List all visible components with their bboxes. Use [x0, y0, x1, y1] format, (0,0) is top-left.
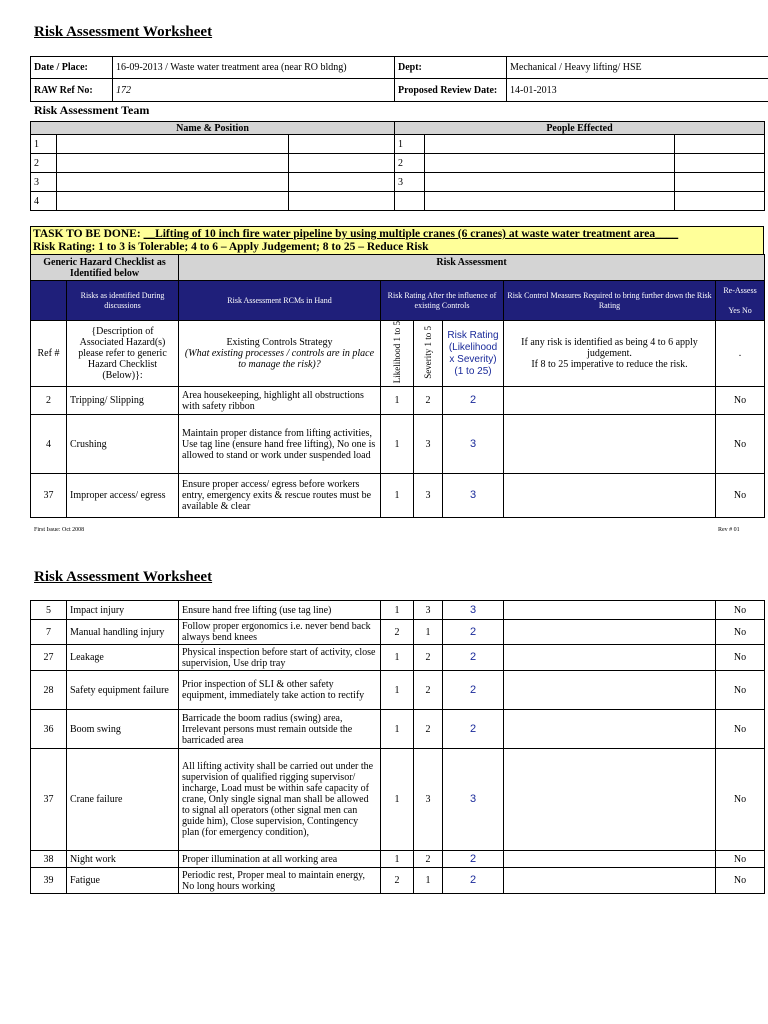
risk-rating-header: Risk Rating After the influence of existing Controls	[381, 281, 504, 321]
risk-assessment-table-continued	[30, 600, 765, 894]
row-likelihood: 1	[381, 415, 414, 474]
row-likelihood: 1	[381, 749, 414, 851]
row-likelihood: 1	[381, 671, 414, 710]
row-severity: 2	[414, 710, 443, 749]
row-severity: 3	[414, 601, 443, 620]
row-measure	[504, 415, 716, 474]
row-hazard: Improper access/ egress	[67, 474, 179, 518]
row-control: Physical inspection before start of activity, close supervision, Use drip tray	[179, 645, 381, 671]
footer-right: Rev # 01	[718, 527, 740, 533]
row-ref: 37	[31, 749, 67, 851]
row-ref: 7	[31, 620, 67, 645]
row-severity: 3	[414, 474, 443, 518]
team-right-number: 2	[395, 154, 425, 173]
footer-left: First Issue: Oct 2008	[34, 527, 85, 533]
row-severity: 2	[414, 387, 443, 415]
row-control: Proper illumination at all working area	[179, 851, 381, 868]
row-control: Area housekeeping, highlight all obstructions with safety ribbon	[179, 387, 381, 415]
raw-ref-value: 172	[113, 79, 395, 102]
table-row	[31, 851, 765, 868]
control-measures-header: Risk Control Measures Required to bring further down the Risk Rating	[504, 281, 716, 321]
ref-header: Ref #	[31, 321, 67, 387]
row-ref: 2	[31, 387, 67, 415]
rcm-header: Risk Assessment RCMs in Hand	[179, 281, 381, 321]
row-risk-rating: 2	[443, 868, 504, 894]
review-date-label: Proposed Review Date:	[395, 79, 507, 102]
generic-hazard-header: Generic Hazard Checklist as Identified below	[31, 255, 179, 281]
row-severity: 2	[414, 645, 443, 671]
page-title: Risk Assessment Worksheet	[34, 24, 213, 40]
team-table	[30, 121, 765, 211]
risk-rating-formula-header: Risk Rating (Likelihood x Severity) (1 to 25)	[443, 321, 504, 387]
row-reassess: No	[716, 601, 765, 620]
row-severity: 2	[414, 851, 443, 868]
row-hazard: Crushing	[67, 415, 179, 474]
existing-controls-header	[179, 321, 381, 387]
risk-assessment-table	[30, 254, 765, 518]
table-row	[31, 645, 765, 671]
date-place-label: Date / Place:	[31, 57, 113, 79]
row-control: Ensure proper access/ egress before workers entry, emergency exits & rescue routes must be available & clear	[179, 474, 381, 518]
row-ref: 27	[31, 645, 67, 671]
row-likelihood: 1	[381, 710, 414, 749]
table-row	[31, 710, 765, 749]
table-row	[31, 415, 765, 474]
table-row	[31, 868, 765, 894]
row-reassess: No	[716, 868, 765, 894]
row-reassess: No	[716, 415, 765, 474]
row-ref: 4	[31, 415, 67, 474]
row-reassess: No	[716, 387, 765, 415]
row-reassess: No	[716, 671, 765, 710]
row-reassess: No	[716, 710, 765, 749]
row-likelihood: 1	[381, 851, 414, 868]
row-ref: 5	[31, 601, 67, 620]
task-banner	[30, 226, 764, 256]
row-severity: 3	[414, 415, 443, 474]
row-risk-rating: 2	[443, 851, 504, 868]
row-reassess: No	[716, 851, 765, 868]
table-row	[31, 620, 765, 645]
row-hazard: Impact injury	[67, 601, 179, 620]
judgement-line-2: If 8 to 25 imperative to reduce the risk.	[531, 359, 688, 371]
row-risk-rating: 3	[443, 415, 504, 474]
row-hazard: Manual handling injury	[67, 620, 179, 645]
row-likelihood: 2	[381, 620, 414, 645]
row-ref: 36	[31, 710, 67, 749]
row-risk-rating: 3	[443, 474, 504, 518]
row-control: Follow proper ergonomics i.e. never bend back always bend knees	[179, 620, 381, 645]
team-left-number: 2	[31, 154, 57, 173]
row-reassess: No	[716, 620, 765, 645]
row-ref: 39	[31, 868, 67, 894]
row-ref: 38	[31, 851, 67, 868]
row-likelihood: 2	[381, 868, 414, 894]
row-severity: 3	[414, 749, 443, 851]
row-risk-rating: 2	[443, 620, 504, 645]
table-row	[31, 387, 765, 415]
date-place-value: 16-09-2013 / Waste water treatment area (near RO bldng)	[113, 57, 395, 79]
row-hazard: Safety equipment failure	[67, 671, 179, 710]
row-risk-rating: 2	[443, 387, 504, 415]
team-right-number: 1	[395, 135, 425, 154]
raw-ref-label: RAW Ref No:	[31, 79, 113, 102]
row-control: Barricade the boom radius (swing) area, Irrelevant persons must remain outside the barricaded area	[179, 710, 381, 749]
row-likelihood: 1	[381, 474, 414, 518]
row-control: Periodic rest, Proper meal to maintain energy, No long hours working	[179, 868, 381, 894]
row-risk-rating: 2	[443, 710, 504, 749]
row-control: Ensure hand free lifting (use tag line)	[179, 601, 381, 620]
row-hazard: Leakage	[67, 645, 179, 671]
row-hazard: Night work	[67, 851, 179, 868]
team-left-number: 1	[31, 135, 57, 154]
reassess-label: Re-Assess	[723, 285, 757, 295]
reassess-yes-no: Yes No	[728, 305, 752, 315]
table-row	[31, 601, 765, 620]
likelihood-header: Likelihood 1 to 5	[391, 321, 402, 384]
existing-controls-title: Existing Controls Strategy	[226, 337, 333, 349]
dept-label: Dept:	[395, 57, 507, 79]
row-ref: 28	[31, 671, 67, 710]
row-reassess: No	[716, 474, 765, 518]
row-hazard: Boom swing	[67, 710, 179, 749]
info-table	[30, 56, 768, 102]
review-date-value: 14-01-2013	[507, 79, 768, 102]
task-text: __Lifting of 10 inch fire water pipeline by using multiple cranes (6 cranes) at waste water treatment area____	[143, 228, 679, 240]
table-row	[31, 749, 765, 851]
row-ref: 37	[31, 474, 67, 518]
dot-cell: .	[716, 321, 765, 387]
risks-identified-header: Risks as identified During discussions	[67, 281, 179, 321]
table-row	[31, 671, 765, 710]
row-reassess: No	[716, 749, 765, 851]
dept-value: Mechanical / Heavy lifting/ HSE	[507, 57, 768, 79]
team-title: Risk Assessment Team	[34, 103, 150, 117]
row-reassess: No	[716, 645, 765, 671]
row-control: Maintain proper distance from lifting activities, Use tag line (ensure hand free lifting), No one is allowed to stand or work under suspended load	[179, 415, 381, 474]
description-header: {Description of Associated Hazard(s) please refer to generic Hazard Checklist (Below)}:	[67, 321, 179, 387]
judgement-header	[504, 321, 716, 387]
risk-assessment-header: Risk Assessment	[179, 255, 765, 281]
row-likelihood: 1	[381, 601, 414, 620]
row-severity: 1	[414, 868, 443, 894]
row-severity: 2	[414, 671, 443, 710]
row-hazard: Fatigue	[67, 868, 179, 894]
row-control: All lifting activity shall be carried out under the supervision of qualified rigging supervisor/ incharge, Load must be within safe capacity of crane, Only single signal man shall be allowed to signal all operators (other signal men can guide him), Close supervision, Contingency plan (for emergency condition),	[179, 749, 381, 851]
row-hazard: Crane failure	[67, 749, 179, 851]
team-people-header: People Effected	[395, 122, 765, 135]
row-measure	[504, 387, 716, 415]
row-control: Prior inspection of SLI & other safety equipment, immediately take action to rectify	[179, 671, 381, 710]
team-left-number: 3	[31, 173, 57, 192]
table-row	[31, 474, 765, 518]
risk-rating-line: Risk Rating: 1 to 3 is Tolerable; 4 to 6 – Apply Judgement; 8 to 25 – Reduce Risk	[33, 241, 429, 253]
row-risk-rating: 3	[443, 601, 504, 620]
row-severity: 1	[414, 620, 443, 645]
row-risk-rating: 3	[443, 749, 504, 851]
row-likelihood: 1	[381, 387, 414, 415]
team-left-number: 4	[31, 192, 57, 211]
row-measure	[504, 474, 716, 518]
row-hazard: Tripping/ Slipping	[67, 387, 179, 415]
reassess-header	[716, 281, 765, 321]
existing-controls-note: (What existing processes / controls are in place to manage the risk)?	[184, 348, 375, 371]
severity-header: Severity 1 to 5	[422, 325, 433, 379]
judgement-line-1: If any risk is identified as being 4 to 6 apply judgement.	[521, 337, 698, 360]
row-risk-rating: 2	[443, 671, 504, 710]
team-right-number: 3	[395, 173, 425, 192]
team-name-header: Name & Position	[31, 122, 395, 135]
row-risk-rating: 2	[443, 645, 504, 671]
page-2-title: Risk Assessment Worksheet	[34, 569, 213, 585]
row-likelihood: 1	[381, 645, 414, 671]
task-prefix: TASK TO BE DONE:	[33, 228, 141, 240]
